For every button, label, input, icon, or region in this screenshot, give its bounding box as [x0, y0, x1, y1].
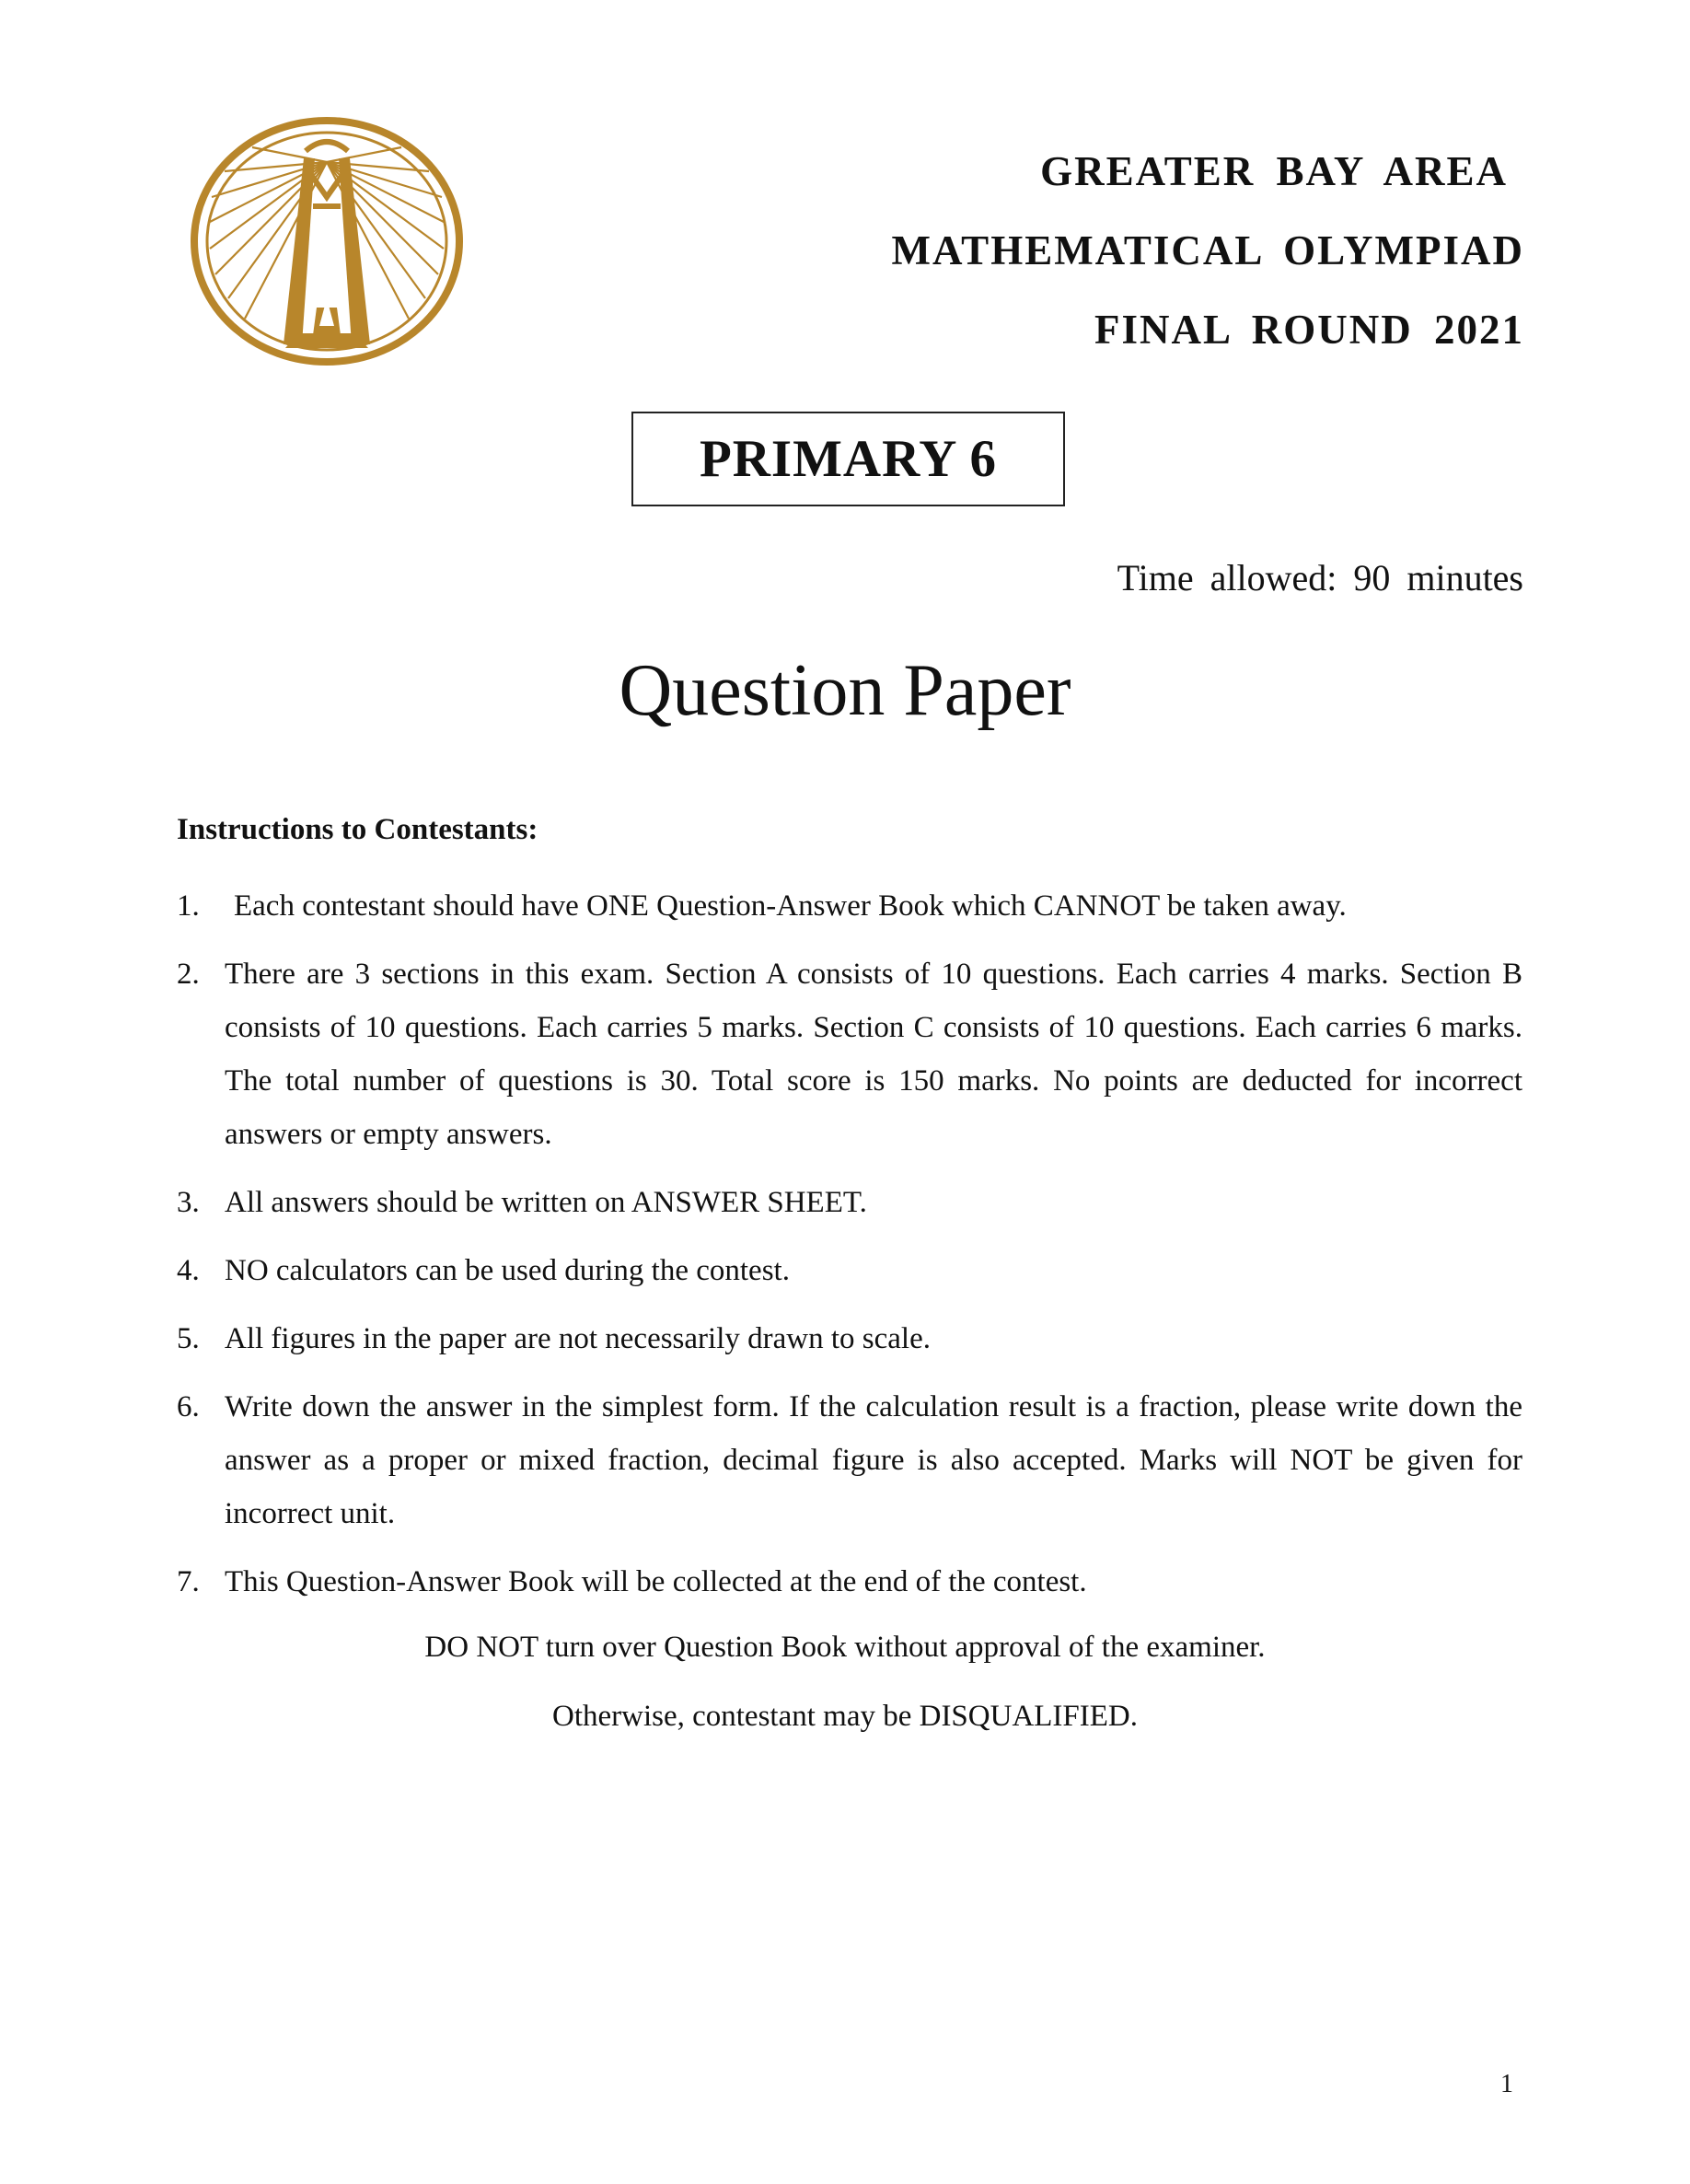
header-title-line-1: GREATER BAY AREA	[1040, 148, 1508, 194]
item-text: NO calculators can be used during the contest.	[225, 1254, 790, 1287]
item-text: All answers should be written on ANSWER SHEET.	[225, 1186, 867, 1219]
item-number: 4.	[177, 1254, 200, 1287]
list-item	[177, 1312, 1522, 1365]
grade-box	[631, 412, 1065, 506]
item-text: All figures in the paper are not necessarily drawn to scale.	[225, 1322, 931, 1355]
list-item	[177, 1555, 1522, 1609]
bridge-emblem-icon	[188, 114, 466, 368]
item-number: 3.	[177, 1186, 200, 1219]
list-item	[177, 879, 1522, 933]
item-text: There are 3 sections in this exam. Section A consists of 10 questions. Each carries 4 marks. Section B consists of 10 questions. Each carries 5 marks. Section C consists of 10 questions. Each carries 6 marks. The total number of questions is 30. Total score is 150 marks. No points are deducted for incorrect answers or empty answers.	[225, 958, 1522, 1151]
item-number: 1.	[177, 889, 200, 923]
item-text: Write down the answer in the simplest form. If the calculation result is a fraction, please write down the answer as a proper or mixed fraction, decimal figure is also accepted. Marks will NOT be given for incorrect unit.	[225, 1390, 1522, 1530]
page-number: 1	[1500, 2070, 1513, 2098]
list-item	[177, 947, 1522, 1161]
header-title-line-3: FINAL ROUND 2021	[1094, 307, 1524, 353]
item-number: 2.	[177, 958, 200, 991]
list-item	[177, 1380, 1522, 1540]
list-item	[177, 1244, 1522, 1297]
grade-label: PRIMARY 6	[699, 430, 998, 488]
header-title-line-2: MATHEMATICAL OLYMPIAD	[891, 227, 1524, 273]
warning-line-2: Otherwise, contestant may be DISQUALIFIED.	[551, 1700, 1139, 1733]
item-text: Each contestant should have ONE Question-Answer Book which CANNOT be taken away.	[234, 889, 1347, 923]
item-text: This Question-Answer Book will be collected at the end of the contest.	[225, 1565, 1087, 1598]
page-title: Question Paper	[619, 650, 1071, 731]
item-number: 6.	[177, 1390, 200, 1423]
item-number: 7.	[177, 1565, 200, 1598]
instructions-list	[177, 879, 1522, 1623]
time-allowed: Time allowed: 90 minutes	[1117, 557, 1523, 598]
item-number: 5.	[177, 1322, 200, 1355]
instructions-heading: Instructions to Contestants:	[177, 813, 538, 846]
list-item	[177, 1176, 1522, 1229]
warning-line-1: DO NOT turn over Question Book without approval of the examiner.	[424, 1631, 1266, 1664]
